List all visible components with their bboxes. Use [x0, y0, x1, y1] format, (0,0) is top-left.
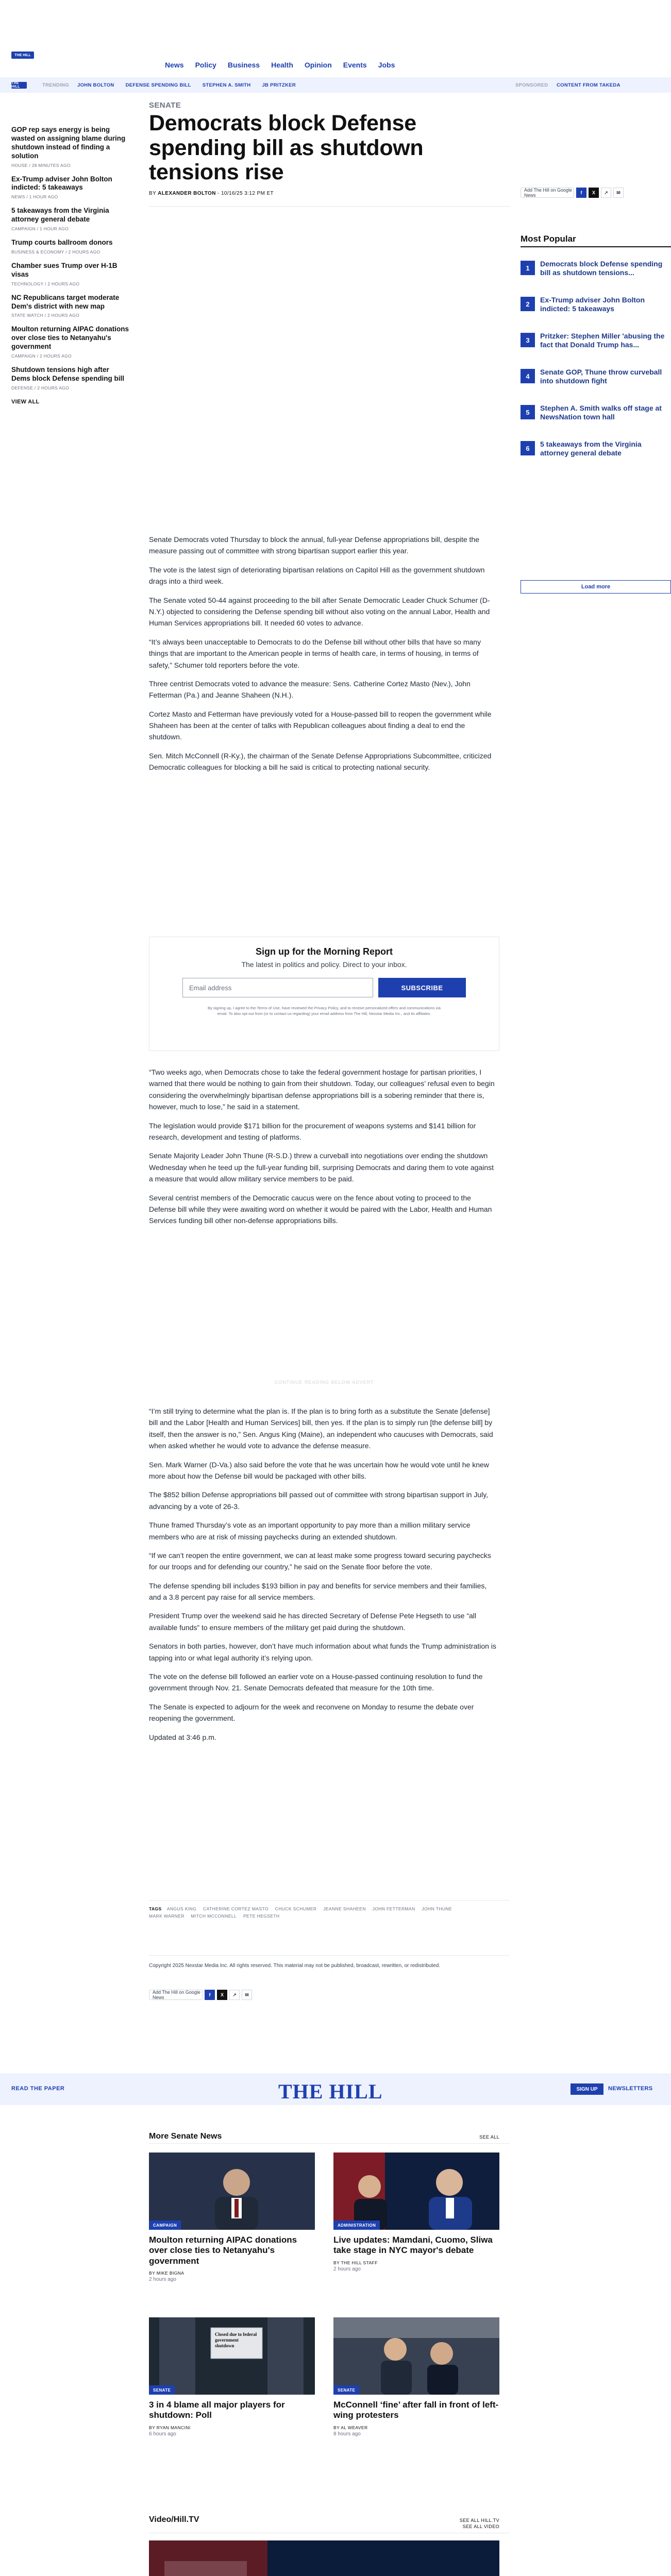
- trending-topic[interactable]: JB PRITZKER: [262, 82, 296, 88]
- article-paragraph: Several centrist members of the Democratic caucus were on the fence about voting to proceed to the Defense bill while they were awaiting word on whether it would be paired with the Labor, Health and Human Services funding bill other non-defense appropriations bills.: [149, 1193, 492, 1225]
- popular-item[interactable]: [521, 368, 671, 396]
- tag-link[interactable]: CATHERINE CORTEZ MASTO: [203, 1906, 269, 1911]
- article-paragraph: Sen. Mitch McConnell (R-Ky.), the chairman of the Senate Defense Appropriations Subcommittee, criticized Democratic colleagues for blocking a bill he said is critical to protecting national security.: [149, 751, 492, 772]
- article-paragraph: Sen. Mark Warner (D-Va.) also said before the vote that he was uncertain how he would vote until he knew more about how the Defense bill would be packaged with other bills.: [149, 1460, 489, 1480]
- newsletter-subtitle: The latest in politics and policy. Direct to your inbox.: [241, 960, 407, 969]
- section-title: Video/Hill.TV: [149, 2515, 199, 2524]
- email-icon[interactable]: ✉: [242, 1990, 252, 2000]
- divider: [149, 2143, 510, 2144]
- trending-bar: [0, 77, 671, 93]
- update-note: Updated at 3:46 p.m.: [149, 1733, 216, 1741]
- tag-link[interactable]: PETE HEGSETH: [243, 1913, 280, 1919]
- article-body: [149, 534, 499, 781]
- nav-events[interactable]: Events: [343, 61, 367, 69]
- divider: [521, 246, 671, 247]
- trending-topic[interactable]: DEFENSE SPENDING BILL: [125, 82, 191, 88]
- story-card[interactable]: [149, 2153, 315, 2282]
- nav-jobs[interactable]: Jobs: [378, 61, 395, 69]
- category-tag[interactable]: CAMPAIGN: [149, 2221, 181, 2230]
- byline: [149, 191, 274, 196]
- sponsored-link[interactable]: CONTENT FROM TAKEDA: [557, 82, 620, 88]
- article-paragraph: Senate Majority Leader John Thune (R-S.D.) threw a curveball into negotiations over ending the shutdown Wednesday when he teed up the full-year funding bill, surprising Democrats and daring them to vote against a measure that would allow military service members to be paid.: [149, 1151, 494, 1183]
- facebook-icon[interactable]: f: [205, 1990, 215, 2000]
- see-all-video-link[interactable]: SEE ALL VIDEO: [462, 2523, 499, 2529]
- share-icon[interactable]: ↗: [601, 188, 611, 198]
- story-byline[interactable]: BY MIKE BIGNA: [149, 2270, 184, 2276]
- article-paragraph: “It’s always been unacceptable to Democrats to do the Defense bill without other bills that have so many things that are important to the American people in terms of health care, in terms of housing, in terms of safety,” Schumer told reporters before the vote.: [149, 637, 481, 669]
- tag-link[interactable]: MITCH MCCONNELL: [191, 1913, 237, 1919]
- story-image[interactable]: [149, 2317, 315, 2395]
- facebook-icon[interactable]: f: [576, 188, 586, 198]
- list-item-meta: BUSINESS & ECONOMY / 2 HOURS AGO: [11, 249, 100, 255]
- tags-list: [149, 1905, 458, 1920]
- sign-up-button[interactable]: SIGN UP: [571, 2083, 603, 2095]
- nav-opinion[interactable]: Opinion: [304, 61, 332, 69]
- story-headline[interactable]: 3 in 4 blame all major players for shutdown: Poll: [149, 2400, 285, 2420]
- x-icon[interactable]: X: [589, 188, 599, 198]
- divider: [149, 206, 510, 207]
- divider: [149, 1955, 510, 1956]
- share-bar-bottom: [149, 1990, 252, 2000]
- rank-badge: 1: [521, 261, 535, 275]
- popular-headline[interactable]: Stephen A. Smith walks off stage at NewsNation town hall: [540, 404, 662, 421]
- rank-badge: 2: [521, 297, 535, 311]
- list-item-headline[interactable]: Ex-Trump adviser John Bolton indicted: 5 takeaways: [11, 175, 112, 192]
- popular-item[interactable]: [521, 440, 671, 468]
- story-byline[interactable]: BY AL WEAVER: [333, 2425, 368, 2430]
- byline-prefix: BY: [149, 191, 156, 196]
- email-field[interactable]: Email address: [182, 978, 373, 997]
- nav-business[interactable]: Business: [227, 61, 260, 69]
- sponsored-label: SPONSORED: [515, 82, 548, 88]
- view-all-link[interactable]: VIEW ALL: [11, 398, 40, 405]
- article-paragraph: “Two weeks ago, when Democrats chose to take the federal government hostage for partisan priorities, I warned that there would be nothing to gain from their shutdown. Today, our colleagues’ refusal even to begin considering the overwhelmingly bipartisan defense appropriations bill is a sobering reminder that there is, however, much to lose,” he said in a statement.: [149, 1068, 495, 1111]
- article-paragraph: Cortez Masto and Fetterman have previously voted for a House-passed bill to reopen the government while Shaheen has been at the center of talks with Republican colleagues about finding a deal to end the shutdown.: [149, 709, 492, 741]
- story-card[interactable]: [333, 2153, 499, 2272]
- rank-badge: 6: [521, 441, 535, 455]
- story-headline[interactable]: Moulton returning AIPAC donations over close ties to Netanyahu's government: [149, 2235, 297, 2266]
- tag-link[interactable]: JEANNE SHAHEEN: [323, 1906, 366, 1911]
- article-paragraph: The legislation would provide $171 billion for the procurement of weapons systems and $141 billion for research, development and testing of platforms.: [149, 1121, 476, 1141]
- popular-headline[interactable]: 5 takeaways from the Virginia attorney general debate: [540, 440, 642, 457]
- popular-item[interactable]: [521, 296, 671, 324]
- list-item[interactable]: [11, 239, 130, 255]
- closed-sign-text: Closed due to federal government shutdown: [215, 2332, 257, 2348]
- list-item[interactable]: [11, 366, 130, 391]
- read-paper-link[interactable]: READ THE PAPER: [11, 2086, 65, 2092]
- list-item[interactable]: [11, 325, 130, 359]
- list-item[interactable]: [11, 294, 130, 318]
- list-item-meta: DEFENSE / 2 HOURS AGO: [11, 385, 70, 391]
- article-headline: Democrats block Defense spending bill as shutdown tensions rise: [149, 111, 424, 185]
- copyright-notice: Copyright 2025 Nexstar Media Inc. All rights reserved. This material may not be published, broadcast, rewritten, or redistributed.: [149, 1963, 441, 1969]
- email-icon[interactable]: ✉: [613, 188, 624, 198]
- popular-headline[interactable]: Ex-Trump adviser John Bolton indicted: 5 takeaways: [540, 296, 645, 313]
- story-photo: [149, 2153, 315, 2230]
- newsletter-fine-print: By signing up, I agree to the Terms of Use, have reviewed the Privacy Policy, and to receive personalized offers and communications via email. To also opt-out from (or to contact us regarding) your email address from The Hill, Nexstar Media Inc., and its affiliates.: [208, 1006, 441, 1016]
- tag-link[interactable]: JOHN FETTERMAN: [372, 1906, 415, 1911]
- trending-logo[interactable]: THE HILL: [11, 82, 27, 89]
- category-tag[interactable]: ADMINISTRATION: [333, 2221, 380, 2230]
- google-news-button[interactable]: Add The Hill on Google News: [521, 188, 574, 198]
- the-hill-wordmark[interactable]: THE HILL: [278, 2080, 383, 2103]
- x-icon[interactable]: X: [217, 1990, 227, 2000]
- trending-topic[interactable]: STEPHEN A. SMITH: [202, 82, 251, 88]
- rank-badge: 4: [521, 369, 535, 383]
- rank-badge: 3: [521, 333, 535, 347]
- list-item-headline[interactable]: Shutdown tensions high after Dems block Defense spending bill: [11, 366, 125, 382]
- list-item[interactable]: [11, 262, 130, 286]
- author-link[interactable]: ALEXANDER BOLTON: [158, 191, 216, 196]
- video-thumbnail: [149, 2540, 499, 2576]
- see-all-links: [460, 2518, 499, 2530]
- story-time: 6 hours ago: [149, 2431, 176, 2437]
- section-title: More Senate News: [149, 2132, 222, 2141]
- list-item-headline[interactable]: Chamber sues Trump over H-1B visas: [11, 261, 118, 278]
- dateline: - 10/16/25 3:12 PM ET: [217, 191, 274, 196]
- story-headline[interactable]: Live updates: Mamdani, Cuomo, Sliwa take stage in NYC mayor's debate: [333, 2235, 493, 2256]
- story-byline[interactable]: BY RYAN MANCINI: [149, 2425, 191, 2430]
- divider: [149, 1900, 510, 1901]
- popular-headline[interactable]: Democrats block Defense spending bill as shutdown tensions...: [540, 260, 663, 277]
- video-header: [149, 2515, 499, 2530]
- story-photo: [333, 2153, 499, 2230]
- nav-health[interactable]: Health: [271, 61, 293, 69]
- list-item-headline[interactable]: 5 takeaways from the Virginia attorney general debate: [11, 207, 109, 224]
- list-item-headline[interactable]: Trump courts ballroom donors: [11, 239, 113, 246]
- popular-item[interactable]: [521, 260, 671, 287]
- tag-link[interactable]: CHUCK SCHUMER: [275, 1906, 317, 1911]
- see-all-link[interactable]: SEE ALL: [479, 2134, 499, 2140]
- continue-reading-cue: CONTINUE READING BELOW ADVERT: [274, 1380, 374, 1385]
- trending-label: TRENDING: [42, 82, 70, 88]
- video-player[interactable]: [149, 2540, 499, 2576]
- main-menu: [165, 61, 395, 69]
- story-photo: [333, 2317, 499, 2395]
- popular-headline[interactable]: Senate GOP, Thune throw curveball into shutdown fight: [540, 368, 662, 385]
- article-paragraph: Senate Democrats voted Thursday to block the annual, full-year Defense appropriations bill, despite the measure passing out of committee with strong bipartisan support earlier this year.: [149, 535, 479, 555]
- section-label[interactable]: SENATE: [149, 101, 181, 110]
- article-paragraph: The vote is the latest sign of deteriorating bipartisan relations on Capitol Hill as the government shutdown drags into a third week.: [149, 565, 485, 586]
- see-all-hilltv-link[interactable]: SEE ALL HILL.TV: [459, 2518, 499, 2523]
- story-byline[interactable]: BY THE HILL STAFF: [333, 2260, 378, 2265]
- story-image[interactable]: [149, 2153, 315, 2230]
- story-card[interactable]: [149, 2317, 315, 2437]
- most-popular-title: Most Popular: [521, 234, 576, 244]
- article-paragraph: The defense spending bill includes $193 billion in pay and benefits for service members and their families, and a 3.8 percent pay raise for all service members.: [149, 1581, 487, 1602]
- story-image[interactable]: [333, 2317, 499, 2395]
- list-item[interactable]: [11, 207, 130, 231]
- article-paragraph: Three centrist Democrats voted to advance the measure: Sens. Catherine Cortez Masto (Nev.), John Fetterman (Pa.) and Jeanne Shaheen (N.H.).: [149, 679, 471, 700]
- nav-policy[interactable]: Policy: [195, 61, 216, 69]
- newsletter-title: Sign up for the Morning Report: [256, 946, 393, 957]
- article-paragraph: Senators in both parties, however, don’t have much information about what funds the Trump administration is tapping into or what legal authority it’s relying upon.: [149, 1642, 496, 1662]
- list-item-meta: CAMPAIGN / 2 HOURS AGO: [11, 353, 72, 359]
- list-item-meta: HOUSE / 28 MINUTES AGO: [11, 162, 71, 168]
- story-headline[interactable]: McConnell ‘fine’ after fall in front of left-wing protesters: [333, 2400, 499, 2420]
- category-tag[interactable]: SENATE: [149, 2385, 175, 2395]
- story-photo: [149, 2317, 315, 2395]
- newsletters-link[interactable]: NEWSLETTERS: [608, 2086, 653, 2092]
- tag-link[interactable]: MARK WARNER: [149, 1913, 184, 1919]
- article-body: [149, 1405, 499, 1750]
- story-image[interactable]: [333, 2153, 499, 2230]
- tags-label: TAGS: [149, 1906, 162, 1911]
- most-popular-list: [521, 260, 671, 476]
- google-news-button[interactable]: Add The Hill on Google News: [149, 1990, 203, 2000]
- sticky-brand-bar: [0, 2074, 671, 2105]
- article-body: [149, 1066, 499, 1234]
- share-icon[interactable]: ↗: [229, 1990, 240, 2000]
- rank-badge: 5: [521, 405, 535, 419]
- category-tag[interactable]: SENATE: [333, 2385, 359, 2395]
- list-item-headline[interactable]: NC Republicans target moderate Dem's district with new map: [11, 293, 120, 310]
- top-navigation: [0, 0, 671, 78]
- share-bar: [521, 188, 624, 198]
- list-item-headline[interactable]: Moulton returning AIPAC donations over close ties to Netanyahu's government: [11, 325, 129, 351]
- tag-link[interactable]: ANGUS KING: [166, 1906, 197, 1911]
- story-time: 2 hours ago: [149, 2277, 176, 2283]
- article-paragraph: The vote on the defense bill followed an earlier vote on a House-passed continuing resolution to fund the government through Nov. 21. Senate Democrats defeated that measure for the 10th time.: [149, 1672, 483, 1692]
- article-paragraph: “If we can’t reopen the entire government, we can at least make some progress toward securing paychecks for our troops and for defending our country,” he said on the Senate floor before the vote.: [149, 1551, 491, 1571]
- trending-topic[interactable]: JOHN BOLTON: [77, 82, 114, 88]
- article-paragraph: President Trump over the weekend said he has directed Secretary of Defense Pete Hegseth to use “all available funds” to ensure members of the military get paid during the shutdown.: [149, 1612, 477, 1632]
- article-paragraph: The $852 billion Defense appropriations bill passed out of committee with strong bipartisan support in July, advancing by a vote of 26-3.: [149, 1490, 489, 1511]
- article-paragraph: Thune framed Thursday’s vote as an important opportunity to pay more than a million military service members who are at risk of missing paychecks during an extended shutdown.: [149, 1521, 471, 1541]
- site-logo[interactable]: THE HILL: [11, 52, 34, 59]
- story-time: 8 hours ago: [333, 2431, 361, 2437]
- article-paragraph: The Senate voted 50-44 against proceeding to the bill after Senate Democratic Leader Chuck Schumer (D-N.Y.) objected to considering the Defense spending bill without also voting on the annual Labor, Health and Human Services appropriations bill. It needed 60 votes to advance.: [149, 596, 490, 628]
- list-item-meta: NEWS / 1 HOUR AGO: [11, 194, 58, 200]
- story-card[interactable]: [333, 2317, 499, 2437]
- article-paragraph: “I’m still trying to determine what the plan is. If the plan is to bring forth as a substitute the Senate [defense] bill and the Labor [Health and Human Services] bill, then yes. If the plan is to simply run [the defense bill] by itself, then the answer is no,” Sen. Angus King (Maine), an independent who caucuses with Democrats, said when asked whether he would vote to advance the defense measure.: [149, 1407, 493, 1450]
- popular-headline[interactable]: Pritzker: Stephen Miller 'abusing the fact that Donald Trump has...: [540, 332, 665, 349]
- subscribe-button[interactable]: SUBSCRIBE: [378, 978, 466, 997]
- list-item-meta: TECHNOLOGY / 2 HOURS AGO: [11, 281, 80, 286]
- list-item-meta: CAMPAIGN / 1 HOUR AGO: [11, 226, 69, 231]
- list-item[interactable]: [11, 126, 130, 168]
- list-item-headline[interactable]: GOP rep says energy is being wasted on assigning blame during shutdown instead of finding a solution: [11, 126, 126, 160]
- load-more-button[interactable]: Load more: [521, 580, 671, 594]
- story-time: 2 hours ago: [333, 2266, 361, 2272]
- newsletter-signup: [149, 937, 499, 1051]
- popular-item[interactable]: [521, 332, 671, 360]
- left-rail-latest: [11, 126, 130, 405]
- popular-item[interactable]: [521, 404, 671, 432]
- list-item[interactable]: [11, 175, 130, 200]
- more-senate-header: [149, 2132, 499, 2141]
- nav-news[interactable]: News: [165, 61, 184, 69]
- list-item-meta: STATE WATCH / 2 HOURS AGO: [11, 313, 79, 318]
- tag-link[interactable]: JOHN THUNE: [422, 1906, 452, 1911]
- article-paragraph: The Senate is expected to adjourn for the week and reconvene on Monday to resume the debate over reopening the government.: [149, 1702, 474, 1723]
